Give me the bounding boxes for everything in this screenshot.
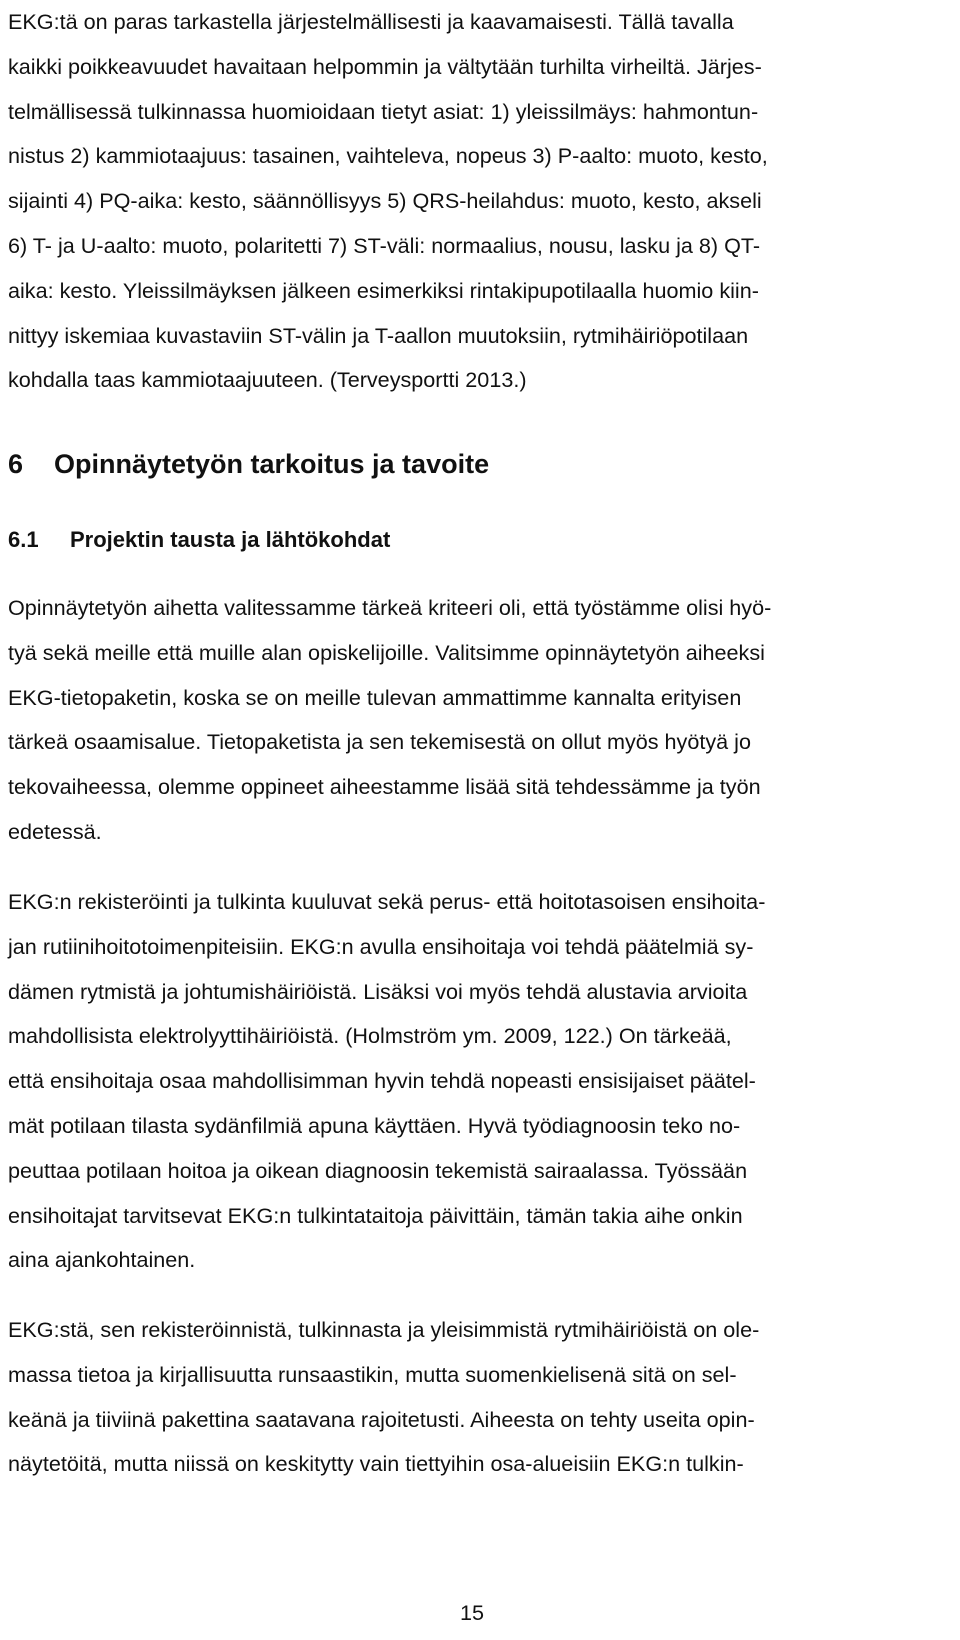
chapter-heading [8,444,489,484]
text-line: peuttaa potilaan hoitoa ja oikean diagnoosin tekemistä sairaalassa. Työssään [8,1157,748,1183]
text-line: edetessä. [8,818,102,844]
text-line: keänä ja tiiviinä pakettina saatavana rajoitetusti. Aiheesta on tehty useita opin- [8,1406,755,1432]
text-line: aika: kesto. Yleissilmäyksen jälkeen esimerkiksi rintakipupotilaalla huomio kiin- [8,277,759,303]
text-line: nittyy iskemiaa kuvastaviin ST-välin ja T-aallon muutoksiin, rytmihäiriöpotilaan [8,322,749,348]
text-line: Opinnäytetyön aihetta valitessamme tärkeä kriteeri oli, että työstämme olisi hyö- [8,595,772,620]
paragraph-topic-choice [8,586,943,855]
text-line: tyä sekä meille että muille alan opiskelijoille. Valitsimme opinnäytetyön aiheeksi [8,639,765,665]
text-line: kohdalla taas kammiotaajuuteen. (Terveysportti 2013.) [8,367,527,393]
text-line: EKG:tä on paras tarkastella järjestelmällisesti ja kaavamaisesti. Tällä tavalla [8,9,734,34]
text-line: EKG:n rekisteröinti ja tulkinta kuuluvat sekä perus- että hoitotasoisen ensihoita- [8,889,766,914]
text-line: aina ajankohtainen. [8,1247,196,1273]
text-line: kaikki poikkeavuudet havaitaan helpommin ja vältytään turhilta virheiltä. Järjes- [8,53,762,79]
section-number: 6.1 [8,527,39,552]
chapter-number: 6 [8,449,24,479]
paragraph-ekg-interpretation [8,0,943,403]
section-heading [8,520,390,560]
text-line: että ensihoitaja osaa mahdollisimman hyvin tehdä nopeasti ensisijaiset päätel- [8,1068,756,1094]
text-line: nistus 2) kammiotaajuus: tasainen, vaihteleva, nopeus 3) P-aalto: muoto, kesto, [8,143,768,169]
text-line: tärkeä osaamisalue. Tietopaketista ja sen tekemisestä on ollut myös hyötyä jo [8,729,751,755]
text-line: mät potilaan tilasta sydänfilmiä apuna käyttäen. Hyvä työdiagnoosin teko no- [8,1112,741,1138]
text-line: massa tietoa ja kirjallisuutta runsaastikin, mutta suomenkielisenä sitä on sel- [8,1361,737,1387]
text-line: telmällisessä tulkinnassa huomioidaan tietyt asiat: 1) yleissilmäys: hahmontun- [8,98,759,124]
text-line: jan rutiinihoitotoimenpiteisiin. EKG:n avulla ensihoitaja voi tehdä päätelmiä sy- [8,933,754,959]
text-line: tekovaiheessa, olemme oppineet aiheestamme lisää sitä tehdessämme ja työn [8,774,761,800]
page-number: 15 [459,1600,485,1625]
text-line: ensihoitajat tarvitsevat EKG:n tulkintataitoja päivittäin, tämän takia aihe onkin [8,1202,743,1228]
text-line: EKG:stä, sen rekisteröinnistä, tulkinnasta ja yleisimmistä rytmihäiriöistä on ole- [8,1317,760,1342]
paragraph-ekg-in-emergency-care [8,880,943,1283]
text-line: 6) T- ja U-aalto: muoto, polaritetti 7) ST-väli: normaalius, nousu, lasku ja 8) QT- [8,232,761,258]
text-line: sijainti 4) PQ-aika: kesto, säännöllisyys 5) QRS-heilahdus: muoto, kesto, akseli [8,188,762,214]
paragraph-existing-literature [8,1308,943,1487]
text-line: mahdollisista elektrolyyttihäiriöistä. (Holmström ym. 2009, 122.) On tärkeää, [8,1023,732,1049]
chapter-title: Opinnäytetyön tarkoitus ja tavoite [54,449,490,479]
text-line: näytetöitä, mutta niissä on keskitytty vain tiettyihin osa-alueisiin EKG:n tulkin- [8,1451,744,1477]
section-title: Projektin tausta ja lähtökohdat [70,527,391,552]
text-line: EKG-tietopaketin, koska se on meille tulevan ammattimme kannalta erityisen [8,684,742,710]
text-line: dämen rytmistä ja johtumishäiriöistä. Lisäksi voi myös tehdä alustavia arvioita [8,978,748,1004]
